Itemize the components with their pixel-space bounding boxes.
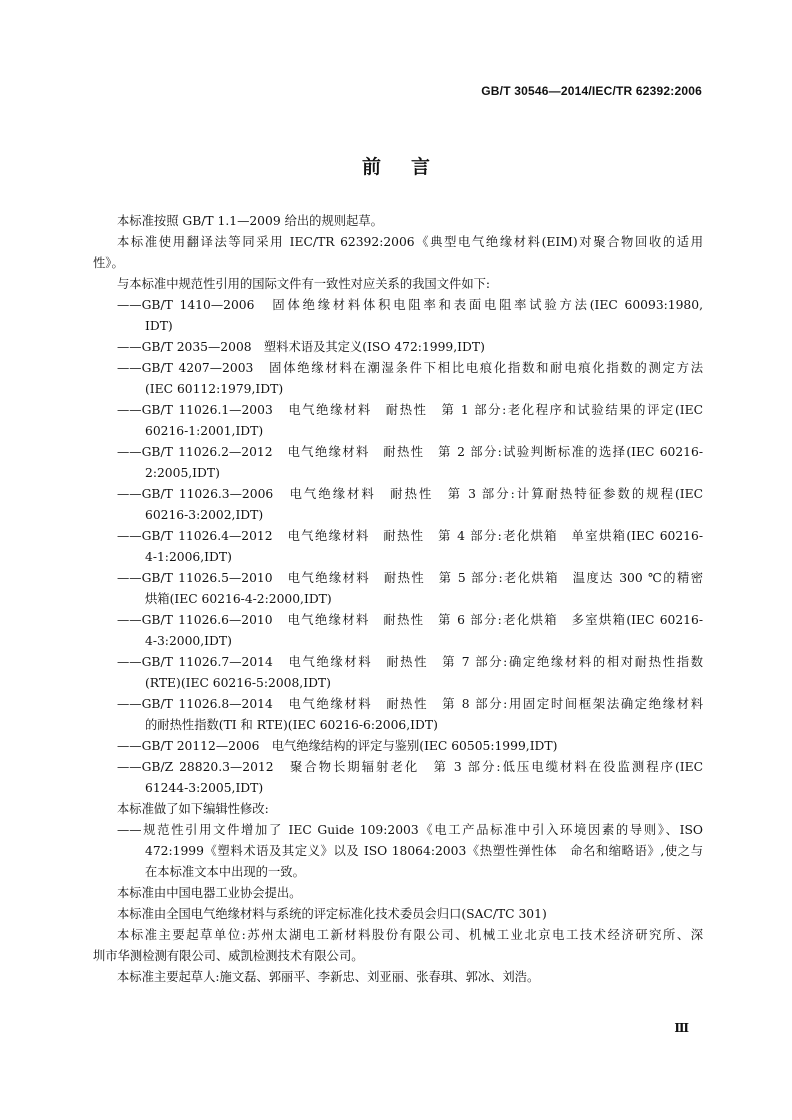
page-title: 前言: [361, 156, 460, 178]
text-line: ——GB/T 1410—2006 固体绝缘材料体积电阻率和表面电阻率试验方法(IEC 60093:1980,: [117, 298, 703, 312]
text-line: ——GB/T 11026.7—2014 电气绝缘材料 耐热性 第 7 部分:确定绝缘材料的相对耐热性指数: [117, 655, 703, 669]
text-line: 60216-1:2001,IDT): [145, 424, 264, 438]
text-line: ——GB/T 20112—2006 电气绝缘结构的评定与鉴别(IEC 60505:1999,IDT): [117, 739, 558, 753]
foreword-body: [93, 211, 703, 988]
text-line: 本标准主要起草单位:苏州太湖电工新材料股份有限公司、机械工业北京电工技术经济研究所、深: [117, 928, 703, 942]
text-line: 60216-3:2002,IDT): [145, 508, 264, 522]
text-line: ——GB/T 11026.4—2012 电气绝缘材料 耐热性 第 4 部分:老化烘箱 单室烘箱(IEC 60216-: [117, 529, 703, 543]
text-line: ——GB/T 4207—2003 固体绝缘材料在潮湿条件下相比电痕化指数和耐电痕化指数的测定方法: [117, 361, 703, 375]
text-line: 本标准由全国电气绝缘材料与系统的评定标准化技术委员会归口(SAC/TC 301): [117, 907, 547, 921]
text-line: 4-1:2006,IDT): [145, 550, 232, 564]
page-number: Ⅲ: [674, 1021, 689, 1035]
text-line: 性》。: [93, 256, 124, 270]
text-line: 4-3:2000,IDT): [145, 634, 232, 648]
text-line: 61244-3:2005,IDT): [145, 781, 264, 795]
text-line: 472:1999《塑料术语及其定义》以及 ISO 18064:2003《热塑性弹性体 命名和缩略语》,使之与: [145, 844, 703, 858]
text-line: ——GB/T 11026.8—2014 电气绝缘材料 耐热性 第 8 部分:用固定时间框架法确定绝缘材料: [117, 697, 703, 711]
text-line: ——GB/T 11026.6—2010 电气绝缘材料 耐热性 第 6 部分:老化烘箱 多室烘箱(IEC 60216-: [117, 613, 703, 627]
text-line: ——GB/T 11026.2—2012 电气绝缘材料 耐热性 第 2 部分:试验判断标准的选择(IEC 60216-: [117, 445, 703, 459]
text-line: 本标准使用翻译法等同采用 IEC/TR 62392:2006《典型电气绝缘材料(EIM)对聚合物回收的适用: [117, 235, 703, 249]
text-line: ——规范性引用文件增加了 IEC Guide 109:2003《电工产品标准中引入环境因素的导则》、ISO: [117, 823, 703, 837]
text-line: ——GB/Z 28820.3—2012 聚合物长期辐射老化 第 3 部分:低压电缆材料在役监测程序(IEC: [117, 760, 703, 774]
text-line: 圳市华测检测有限公司、威凯检测技术有限公司。: [93, 949, 364, 963]
text-line: ——GB/T 2035—2008 塑料术语及其定义(ISO 472:1999,IDT): [117, 340, 485, 354]
text-line: ——GB/T 11026.1—2003 电气绝缘材料 耐热性 第 1 部分:老化程序和试验结果的评定(IEC: [117, 403, 703, 417]
text-line: 烘箱(IEC 60216-4-2:2000,IDT): [145, 592, 332, 606]
text-line: 与本标准中规范性引用的国际文件有一致性对应关系的我国文件如下:: [117, 277, 491, 291]
text-line: 本标准主要起草人:施文磊、郭丽平、李新忠、刘亚丽、张春琪、郭冰、刘浩。: [117, 970, 540, 984]
text-line: 的耐热性指数(TI 和 RTE)(IEC 60216-6:2006,IDT): [145, 718, 438, 732]
text-line: 本标准做了如下编辑性修改:: [117, 802, 269, 816]
text-line: (RTE)(IEC 60216-5:2008,IDT): [145, 676, 331, 690]
text-line: 本标准按照 GB/T 1.1—2009 给出的规则起草。: [117, 214, 383, 228]
standard-number-header: GB/T 30546—2014/IEC/TR 62392:2006: [481, 84, 702, 98]
text-line: ——GB/T 11026.3—2006 电气绝缘材料 耐热性 第 3 部分:计算耐热特征参数的规程(IEC: [117, 487, 703, 501]
text-line: ——GB/T 11026.5—2010 电气绝缘材料 耐热性 第 5 部分:老化烘箱 温度达 300 ℃的精密: [117, 571, 703, 585]
text-line: 本标准由中国电器工业协会提出。: [117, 886, 302, 900]
text-line: (IEC 60112:1979,IDT): [145, 382, 284, 396]
text-line: 2:2005,IDT): [145, 466, 220, 480]
text-line: IDT): [145, 319, 173, 333]
text-line: 在本标准文本中出现的一致。: [145, 865, 305, 879]
